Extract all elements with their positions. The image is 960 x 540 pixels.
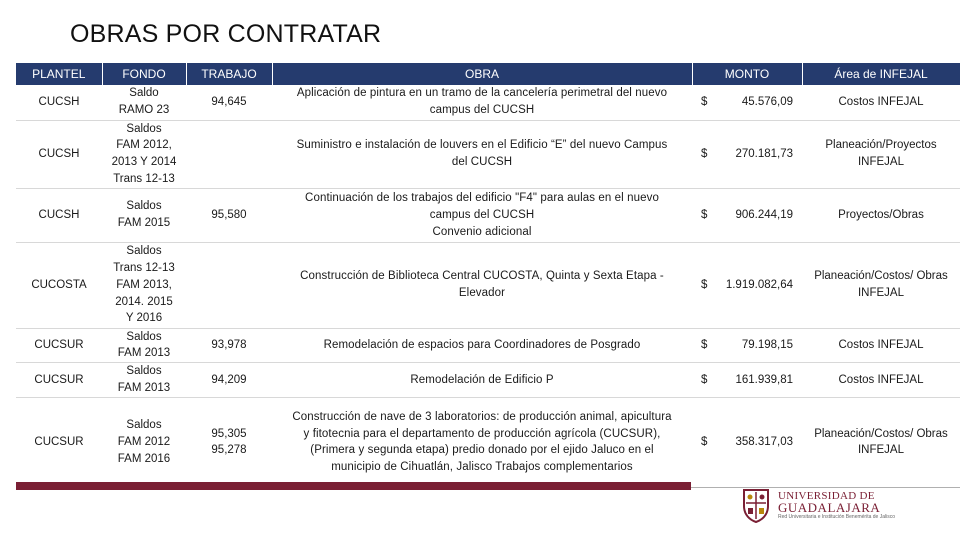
fondo-line: FAM 2013, xyxy=(116,278,172,291)
area-line: INFEJAL xyxy=(857,287,904,300)
area-line: Proyectos/Obras xyxy=(838,208,924,221)
trabajo-line: 95,580 xyxy=(211,208,247,221)
fondo-line: Saldos xyxy=(126,419,162,432)
obra-line: Elevador xyxy=(458,287,506,300)
plantel-cell: CUCSH xyxy=(16,120,102,188)
area-cell xyxy=(802,242,960,328)
monto-cell xyxy=(692,363,802,398)
amount-value: 161.939,81 xyxy=(735,373,793,386)
obra-line: Aplicación de pintura en un tramo de la cancelería perimetral del nuevo xyxy=(296,87,668,100)
fondo-line: Saldo xyxy=(129,87,159,100)
obra-cell xyxy=(272,85,692,120)
fondo-line: FAM 2013 xyxy=(117,347,171,360)
column-header-trabajo: TRABAJO xyxy=(186,63,272,85)
fondo-cell xyxy=(102,328,186,363)
fondo-line: 2013 Y 2014 xyxy=(111,156,177,169)
monto-cell xyxy=(692,242,802,328)
obra-line: municipio de Cihuatlán, Jalisco Trabajos complementarios xyxy=(331,461,633,474)
fondo-line: FAM 2013 xyxy=(117,382,171,395)
column-header-plantel: PLANTEL xyxy=(16,63,102,85)
obra-cell xyxy=(272,328,692,363)
fondo-line: RAMO 23 xyxy=(118,104,170,117)
amount-value: 270.181,73 xyxy=(735,147,793,160)
fondo-line: Y 2016 xyxy=(125,312,163,325)
obra-line: Construcción de nave de 3 laboratorios: de producción animal, apicultura xyxy=(292,410,672,423)
table-row xyxy=(16,85,960,120)
amount-value: 906.244,19 xyxy=(735,208,793,221)
fondo-line: FAM 2012, xyxy=(116,139,172,152)
area-cell xyxy=(802,363,960,398)
column-header-obra: OBRA xyxy=(272,63,692,85)
table-row xyxy=(16,188,960,242)
fondo-cell xyxy=(102,188,186,242)
obra-line: y fitotecnia para el departamento de producción agrícola (CUCSUR), xyxy=(303,427,661,440)
fondo-line: Saldos xyxy=(126,330,162,343)
amount-value: 358.317,03 xyxy=(735,435,793,448)
plantel-cell: CUCSUR xyxy=(16,328,102,363)
fondo-line: FAM 2012 xyxy=(117,435,171,448)
fondo-line: 2014. 2015 xyxy=(115,295,173,308)
fondo-cell xyxy=(102,85,186,120)
monto-cell xyxy=(692,397,802,487)
area-line: Planeación/Costos/ Obras xyxy=(814,427,948,440)
area-line: Costos INFEJAL xyxy=(838,339,924,352)
amount-value: 1.919.082,64 xyxy=(725,278,793,291)
fondo-line: Saldos xyxy=(126,245,162,258)
logo-line-2: GUADALAJARA xyxy=(778,499,881,515)
obra-line: Continuación de los trabajos del edificio "F4" para aulas en el nuevo xyxy=(305,191,659,204)
page-title: OBRAS POR CONTRATAR xyxy=(70,20,382,48)
trabajo-cell xyxy=(186,120,272,188)
monto-cell xyxy=(692,188,802,242)
amount-value: 45.576,09 xyxy=(741,95,793,108)
obra-cell xyxy=(272,120,692,188)
table-row xyxy=(16,397,960,487)
footer-bar xyxy=(16,482,691,490)
column-header-area: Área de INFEJAL xyxy=(802,63,960,85)
fondo-line: Saldos xyxy=(126,122,162,135)
currency-symbol: $ xyxy=(701,147,708,160)
area-line: Costos INFEJAL xyxy=(838,95,924,108)
university-crest-icon xyxy=(740,486,772,524)
plantel-cell: CUCOSTA xyxy=(16,242,102,328)
table-header-row xyxy=(16,63,960,85)
trabajo-line: 94,645 xyxy=(211,95,247,108)
table-row xyxy=(16,242,960,328)
obra-cell xyxy=(272,363,692,398)
obra-line: campus del CUCSH xyxy=(429,208,535,221)
trabajo-line: 95,278 xyxy=(211,444,247,457)
obra-cell xyxy=(272,397,692,487)
fondo-line: FAM 2015 xyxy=(117,217,171,230)
obra-line: Remodelación de Edificio P xyxy=(410,373,554,386)
fondo-cell xyxy=(102,397,186,487)
fondo-cell xyxy=(102,120,186,188)
obra-line: Remodelación de espacios para Coordinadores de Posgrado xyxy=(323,339,641,352)
table-row xyxy=(16,120,960,188)
obra-line: (Primera y segunda etapa) predio donado por el ejido Jaluco en el xyxy=(310,444,654,457)
monto-cell xyxy=(692,85,802,120)
obra-line: Convenio adicional xyxy=(432,225,532,238)
trabajo-cell xyxy=(186,188,272,242)
university-logo xyxy=(740,484,920,526)
fondo-line: Trans 12-13 xyxy=(113,172,175,185)
area-cell xyxy=(802,85,960,120)
area-line: Planeación/Costos/ Obras xyxy=(814,270,948,283)
obra-line: del CUCSH xyxy=(451,156,513,169)
monto-cell xyxy=(692,328,802,363)
obra-line: campus del CUCSH xyxy=(429,104,535,117)
area-cell xyxy=(802,397,960,487)
plantel-cell: CUCSUR xyxy=(16,363,102,398)
area-cell xyxy=(802,188,960,242)
table-body xyxy=(16,85,960,487)
trabajo-cell xyxy=(186,363,272,398)
fondo-line: Trans 12-13 xyxy=(113,261,175,274)
logo-line-1: UNIVERSIDAD DE xyxy=(778,489,875,502)
fondo-cell xyxy=(102,242,186,328)
area-cell xyxy=(802,120,960,188)
column-header-fondo: FONDO xyxy=(102,63,186,85)
currency-symbol: $ xyxy=(701,208,708,221)
trabajo-line: 94,209 xyxy=(211,373,247,386)
trabajo-cell xyxy=(186,397,272,487)
trabajo-line: 93,978 xyxy=(211,339,247,352)
currency-symbol: $ xyxy=(701,278,708,291)
area-cell xyxy=(802,328,960,363)
obra-cell xyxy=(272,242,692,328)
logo-line-3: Red Universitaria e Institución Benemérita de Jalisco xyxy=(778,513,895,520)
trabajo-cell xyxy=(186,85,272,120)
area-line: Planeación/Proyectos xyxy=(825,139,937,152)
obra-line: Suministro e instalación de louvers en el Edificio “E” del nuevo Campus xyxy=(296,139,668,152)
monto-cell xyxy=(692,120,802,188)
trabajo-line: 95,305 xyxy=(211,427,247,440)
table-row xyxy=(16,363,960,398)
area-line: INFEJAL xyxy=(857,444,904,457)
trabajo-cell xyxy=(186,242,272,328)
table-row xyxy=(16,328,960,363)
trabajo-cell xyxy=(186,328,272,363)
works-table xyxy=(16,63,960,488)
obra-cell xyxy=(272,188,692,242)
currency-symbol: $ xyxy=(701,339,708,352)
fondo-line: Saldos xyxy=(126,365,162,378)
plantel-cell: CUCSUR xyxy=(16,397,102,487)
plantel-cell: CUCSH xyxy=(16,85,102,120)
area-line: Costos INFEJAL xyxy=(838,373,924,386)
plantel-cell: CUCSH xyxy=(16,188,102,242)
fondo-line: Saldos xyxy=(126,200,162,213)
amount-value: 79.198,15 xyxy=(741,339,793,352)
currency-symbol: $ xyxy=(701,435,708,448)
column-header-monto: MONTO xyxy=(692,63,802,85)
obra-line: Construcción de Biblioteca Central CUCOSTA, Quinta y Sexta Etapa - xyxy=(300,270,664,283)
area-line: INFEJAL xyxy=(857,156,904,169)
fondo-line: FAM 2016 xyxy=(117,452,171,465)
fondo-cell xyxy=(102,363,186,398)
currency-symbol: $ xyxy=(701,373,708,386)
currency-symbol: $ xyxy=(701,95,708,108)
